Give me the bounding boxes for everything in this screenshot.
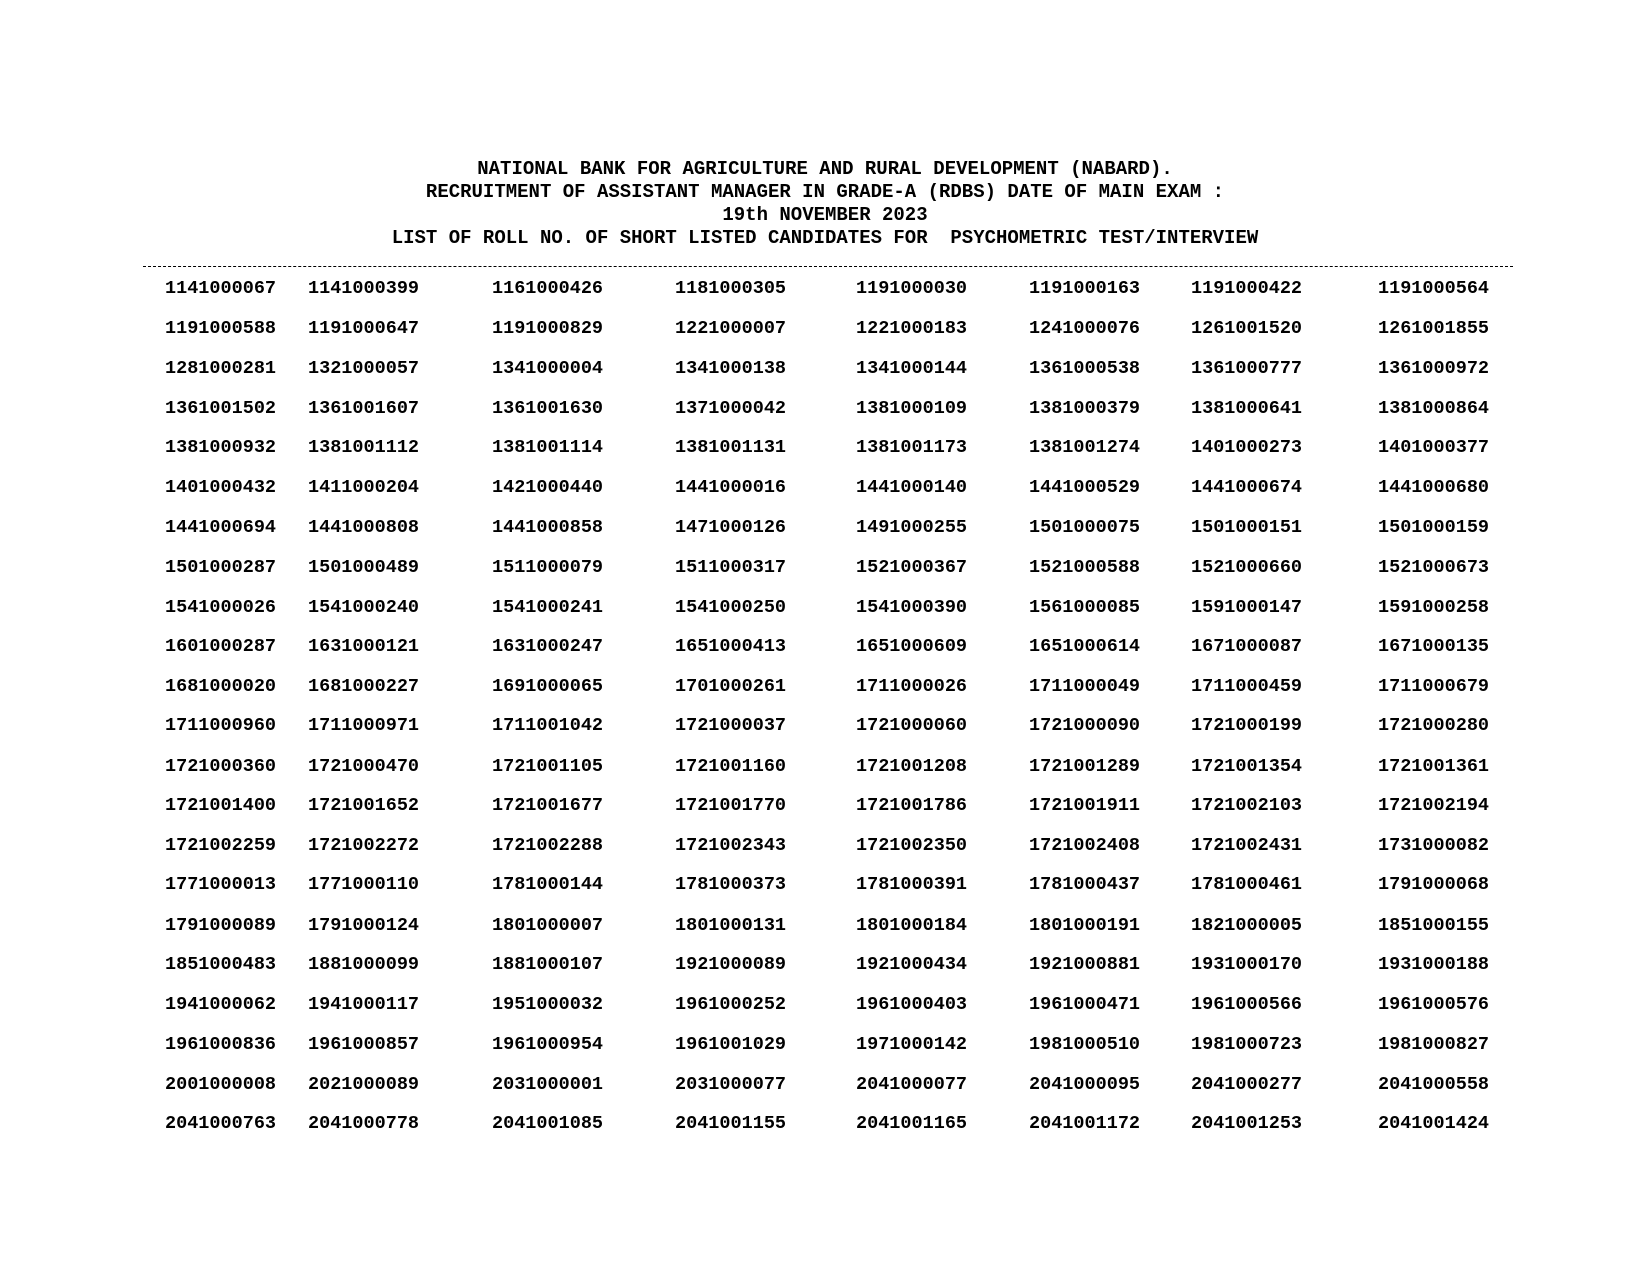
roll-number-cell: 2041001155 bbox=[675, 1113, 787, 1134]
roll-number-cell: 1961000471 bbox=[1029, 994, 1141, 1015]
roll-number-cell: 1721001786 bbox=[856, 795, 968, 816]
roll-number-cell: 2031000001 bbox=[492, 1074, 604, 1095]
roll-number-cell: 1961000836 bbox=[165, 1034, 277, 1055]
roll-number-cell: 1441000858 bbox=[492, 517, 604, 538]
roll-number-cell: 1361001630 bbox=[492, 398, 604, 419]
roll-number-cell: 2041000077 bbox=[856, 1074, 968, 1095]
roll-number-cell: 1781000461 bbox=[1191, 874, 1303, 895]
roll-number-cell: 2041001253 bbox=[1191, 1113, 1303, 1134]
roll-number-cell: 1801000191 bbox=[1029, 915, 1141, 936]
roll-number-cell: 1591000258 bbox=[1378, 597, 1490, 618]
roll-number-cell: 1651000609 bbox=[856, 636, 968, 657]
roll-number-cell: 1711000679 bbox=[1378, 676, 1490, 697]
roll-number-cell: 1361001607 bbox=[308, 398, 420, 419]
roll-number-cell: 2041000095 bbox=[1029, 1074, 1141, 1095]
roll-number-cell: 1781000437 bbox=[1029, 874, 1141, 895]
roll-number-cell: 1721000090 bbox=[1029, 715, 1141, 736]
roll-number-cell: 1381000109 bbox=[856, 398, 968, 419]
roll-number-cell: 1721001911 bbox=[1029, 795, 1141, 816]
roll-number-cell: 1541000241 bbox=[492, 597, 604, 618]
roll-number-cell: 1651000413 bbox=[675, 636, 787, 657]
roll-number-cell: 1141000067 bbox=[165, 278, 277, 299]
roll-number-cell: 1721001361 bbox=[1378, 756, 1490, 777]
roll-number-cell: 1721000280 bbox=[1378, 715, 1490, 736]
roll-number-cell: 1561000085 bbox=[1029, 597, 1141, 618]
roll-number-cell: 1791000089 bbox=[165, 915, 277, 936]
roll-number-cell: 1191000829 bbox=[492, 318, 604, 339]
roll-number-cell: 1821000005 bbox=[1191, 915, 1303, 936]
roll-number-cell: 1681000020 bbox=[165, 676, 277, 697]
roll-number-cell: 1381000379 bbox=[1029, 398, 1141, 419]
roll-number-cell: 1591000147 bbox=[1191, 597, 1303, 618]
roll-number-cell: 1721000060 bbox=[856, 715, 968, 736]
roll-number-cell: 2041000277 bbox=[1191, 1074, 1303, 1095]
roll-number-cell: 1361000777 bbox=[1191, 358, 1303, 379]
roll-number-cell: 1881000107 bbox=[492, 954, 604, 975]
roll-number-cell: 1421000440 bbox=[492, 477, 604, 498]
roll-number-cell: 1441000808 bbox=[308, 517, 420, 538]
roll-number-cell: 1721001652 bbox=[308, 795, 420, 816]
roll-number-cell: 1381001112 bbox=[308, 437, 420, 458]
roll-number-cell: 1941000062 bbox=[165, 994, 277, 1015]
roll-number-cell: 1381001131 bbox=[675, 437, 787, 458]
roll-number-cell: 1921000434 bbox=[856, 954, 968, 975]
roll-number-cell: 1491000255 bbox=[856, 517, 968, 538]
roll-number-cell: 1601000287 bbox=[165, 636, 277, 657]
roll-number-cell: 1521000673 bbox=[1378, 557, 1490, 578]
roll-number-cell: 1651000614 bbox=[1029, 636, 1141, 657]
roll-number-cell: 1361000972 bbox=[1378, 358, 1490, 379]
roll-number-cell: 1791000124 bbox=[308, 915, 420, 936]
roll-number-cell: 1671000087 bbox=[1191, 636, 1303, 657]
roll-number-cell: 1191000564 bbox=[1378, 278, 1490, 299]
roll-number-cell: 1721002194 bbox=[1378, 795, 1490, 816]
roll-number-cell: 2031000077 bbox=[675, 1074, 787, 1095]
roll-number-cell: 1381000641 bbox=[1191, 398, 1303, 419]
roll-number-cell: 1771000013 bbox=[165, 874, 277, 895]
roll-number-cell: 1781000144 bbox=[492, 874, 604, 895]
roll-number-cell: 1241000076 bbox=[1029, 318, 1141, 339]
roll-number-cell: 1851000483 bbox=[165, 954, 277, 975]
roll-number-cell: 1541000026 bbox=[165, 597, 277, 618]
roll-number-cell: 1701000261 bbox=[675, 676, 787, 697]
roll-number-cell: 1441000140 bbox=[856, 477, 968, 498]
roll-number-cell: 1981000723 bbox=[1191, 1034, 1303, 1055]
roll-number-cell: 1961000252 bbox=[675, 994, 787, 1015]
roll-number-cell: 1541000390 bbox=[856, 597, 968, 618]
roll-number-cell: 1541000240 bbox=[308, 597, 420, 618]
roll-number-cell: 1261001520 bbox=[1191, 318, 1303, 339]
roll-number-cell: 1951000032 bbox=[492, 994, 604, 1015]
roll-number-cell: 1731000082 bbox=[1378, 835, 1490, 856]
roll-number-cell: 1961000954 bbox=[492, 1034, 604, 1055]
roll-number-cell: 1631000247 bbox=[492, 636, 604, 657]
roll-number-cell: 1541000250 bbox=[675, 597, 787, 618]
roll-number-cell: 1401000273 bbox=[1191, 437, 1303, 458]
roll-number-cell: 1191000422 bbox=[1191, 278, 1303, 299]
roll-number-cell: 1521000367 bbox=[856, 557, 968, 578]
roll-number-cell: 1221000007 bbox=[675, 318, 787, 339]
header-list-title: LIST OF ROLL NO. OF SHORT LISTED CANDIDATES FOR PSYCHOMETRIC TEST/INTERVIEW bbox=[391, 227, 1259, 249]
roll-number-cell: 2041001424 bbox=[1378, 1113, 1490, 1134]
roll-number-cell: 1441000016 bbox=[675, 477, 787, 498]
roll-number-cell: 1931000170 bbox=[1191, 954, 1303, 975]
roll-number-cell: 1381001173 bbox=[856, 437, 968, 458]
header-subtitle: RECRUITMENT OF ASSISTANT MANAGER IN GRADE-A (RDBS) DATE OF MAIN EXAM : bbox=[425, 181, 1225, 203]
roll-number-cell: 1281000281 bbox=[165, 358, 277, 379]
roll-number-cell: 1521000588 bbox=[1029, 557, 1141, 578]
roll-number-cell: 1381001274 bbox=[1029, 437, 1141, 458]
roll-number-cell: 1631000121 bbox=[308, 636, 420, 657]
roll-number-cell: 1721002103 bbox=[1191, 795, 1303, 816]
roll-number-cell: 1881000099 bbox=[308, 954, 420, 975]
roll-number-cell: 1141000399 bbox=[308, 278, 420, 299]
roll-number-cell: 1721002408 bbox=[1029, 835, 1141, 856]
roll-number-cell: 1961000403 bbox=[856, 994, 968, 1015]
roll-number-cell: 1441000529 bbox=[1029, 477, 1141, 498]
roll-number-cell: 1721001289 bbox=[1029, 756, 1141, 777]
roll-number-cell: 1961001029 bbox=[675, 1034, 787, 1055]
roll-number-cell: 1721002272 bbox=[308, 835, 420, 856]
roll-number-cell: 1681000227 bbox=[308, 676, 420, 697]
roll-number-cell: 2041001172 bbox=[1029, 1113, 1141, 1134]
roll-number-cell: 1441000674 bbox=[1191, 477, 1303, 498]
roll-number-cell: 1691000065 bbox=[492, 676, 604, 697]
roll-number-cell: 1721002259 bbox=[165, 835, 277, 856]
roll-number-cell: 1921000881 bbox=[1029, 954, 1141, 975]
roll-number-cell: 1511000317 bbox=[675, 557, 787, 578]
roll-number-cell: 1941000117 bbox=[308, 994, 420, 1015]
roll-number-cell: 1401000377 bbox=[1378, 437, 1490, 458]
roll-number-cell: 1191000163 bbox=[1029, 278, 1141, 299]
roll-number-cell: 1721000360 bbox=[165, 756, 277, 777]
roll-number-cell: 2041000558 bbox=[1378, 1074, 1490, 1095]
roll-number-cell: 1961000566 bbox=[1191, 994, 1303, 1015]
roll-number-cell: 1361000538 bbox=[1029, 358, 1141, 379]
roll-number-cell: 1981000827 bbox=[1378, 1034, 1490, 1055]
roll-number-cell: 1471000126 bbox=[675, 517, 787, 538]
roll-number-cell: 1721000470 bbox=[308, 756, 420, 777]
roll-number-cell: 1981000510 bbox=[1029, 1034, 1141, 1055]
roll-number-cell: 1791000068 bbox=[1378, 874, 1490, 895]
roll-number-cell: 1501000287 bbox=[165, 557, 277, 578]
roll-number-cell: 1261001855 bbox=[1378, 318, 1490, 339]
roll-number-cell: 1711001042 bbox=[492, 715, 604, 736]
roll-number-cell: 1771000110 bbox=[308, 874, 420, 895]
roll-number-cell: 1191000030 bbox=[856, 278, 968, 299]
roll-number-cell: 1781000373 bbox=[675, 874, 787, 895]
roll-number-cell: 1381000864 bbox=[1378, 398, 1490, 419]
roll-number-cell: 1401000432 bbox=[165, 477, 277, 498]
roll-number-cell: 2041001165 bbox=[856, 1113, 968, 1134]
roll-number-cell: 1381001114 bbox=[492, 437, 604, 458]
roll-number-cell: 1721001770 bbox=[675, 795, 787, 816]
roll-number-cell: 1501000075 bbox=[1029, 517, 1141, 538]
roll-number-cell: 1721000037 bbox=[675, 715, 787, 736]
roll-number-cell: 1961000857 bbox=[308, 1034, 420, 1055]
roll-number-cell: 1921000089 bbox=[675, 954, 787, 975]
roll-number-cell: 1521000660 bbox=[1191, 557, 1303, 578]
roll-number-cell: 1971000142 bbox=[856, 1034, 968, 1055]
header-exam-date: 19th NOVEMBER 2023 bbox=[722, 204, 928, 226]
roll-number-cell: 1411000204 bbox=[308, 477, 420, 498]
roll-number-cell: 1671000135 bbox=[1378, 636, 1490, 657]
roll-number-cell: 1721002343 bbox=[675, 835, 787, 856]
roll-number-cell: 2001000008 bbox=[165, 1074, 277, 1095]
roll-number-cell: 1721001677 bbox=[492, 795, 604, 816]
roll-number-cell: 1441000694 bbox=[165, 517, 277, 538]
roll-number-cell: 1711000459 bbox=[1191, 676, 1303, 697]
roll-number-cell: 1161000426 bbox=[492, 278, 604, 299]
roll-number-cell: 1441000680 bbox=[1378, 477, 1490, 498]
roll-number-cell: 1501000151 bbox=[1191, 517, 1303, 538]
roll-number-cell: 1501000489 bbox=[308, 557, 420, 578]
roll-number-cell: 1361001502 bbox=[165, 398, 277, 419]
roll-number-cell: 2041000763 bbox=[165, 1113, 277, 1134]
roll-number-cell: 1371000042 bbox=[675, 398, 787, 419]
roll-number-cell: 2041001085 bbox=[492, 1113, 604, 1134]
roll-number-cell: 1781000391 bbox=[856, 874, 968, 895]
roll-number-cell: 1221000183 bbox=[856, 318, 968, 339]
roll-number-cell: 1711000960 bbox=[165, 715, 277, 736]
roll-number-cell: 1711000049 bbox=[1029, 676, 1141, 697]
header-title: NATIONAL BANK FOR AGRICULTURE AND RURAL DEVELOPMENT (NABARD). bbox=[477, 158, 1173, 180]
roll-number-cell: 1961000576 bbox=[1378, 994, 1490, 1015]
roll-number-cell: 1801000131 bbox=[675, 915, 787, 936]
roll-number-cell: 1341000144 bbox=[856, 358, 968, 379]
roll-number-cell: 1341000138 bbox=[675, 358, 787, 379]
roll-number-cell: 1711000026 bbox=[856, 676, 968, 697]
roll-number-cell: 1721001160 bbox=[675, 756, 787, 777]
roll-number-cell: 1501000159 bbox=[1378, 517, 1490, 538]
roll-number-cell: 2041000778 bbox=[308, 1113, 420, 1134]
roll-number-cell: 1721002350 bbox=[856, 835, 968, 856]
roll-number-cell: 1711000971 bbox=[308, 715, 420, 736]
roll-number-cell: 1191000647 bbox=[308, 318, 420, 339]
roll-number-cell: 1341000004 bbox=[492, 358, 604, 379]
roll-number-cell: 2021000089 bbox=[308, 1074, 420, 1095]
roll-number-cell: 1381000932 bbox=[165, 437, 277, 458]
roll-number-cell: 1721002431 bbox=[1191, 835, 1303, 856]
roll-number-cell: 1721001400 bbox=[165, 795, 277, 816]
roll-number-cell: 1721001208 bbox=[856, 756, 968, 777]
roll-number-cell: 1801000184 bbox=[856, 915, 968, 936]
roll-number-cell: 1321000057 bbox=[308, 358, 420, 379]
roll-number-cell: 1721002288 bbox=[492, 835, 604, 856]
roll-number-cell: 1721001354 bbox=[1191, 756, 1303, 777]
roll-number-cell: 1191000588 bbox=[165, 318, 277, 339]
roll-number-cell: 1721001105 bbox=[492, 756, 604, 777]
roll-number-cell: 1721000199 bbox=[1191, 715, 1303, 736]
roll-number-cell: 1181000305 bbox=[675, 278, 787, 299]
roll-number-cell: 1851000155 bbox=[1378, 915, 1490, 936]
roll-number-cell: 1801000007 bbox=[492, 915, 604, 936]
roll-number-cell: 1511000079 bbox=[492, 557, 604, 578]
roll-number-cell: 1931000188 bbox=[1378, 954, 1490, 975]
